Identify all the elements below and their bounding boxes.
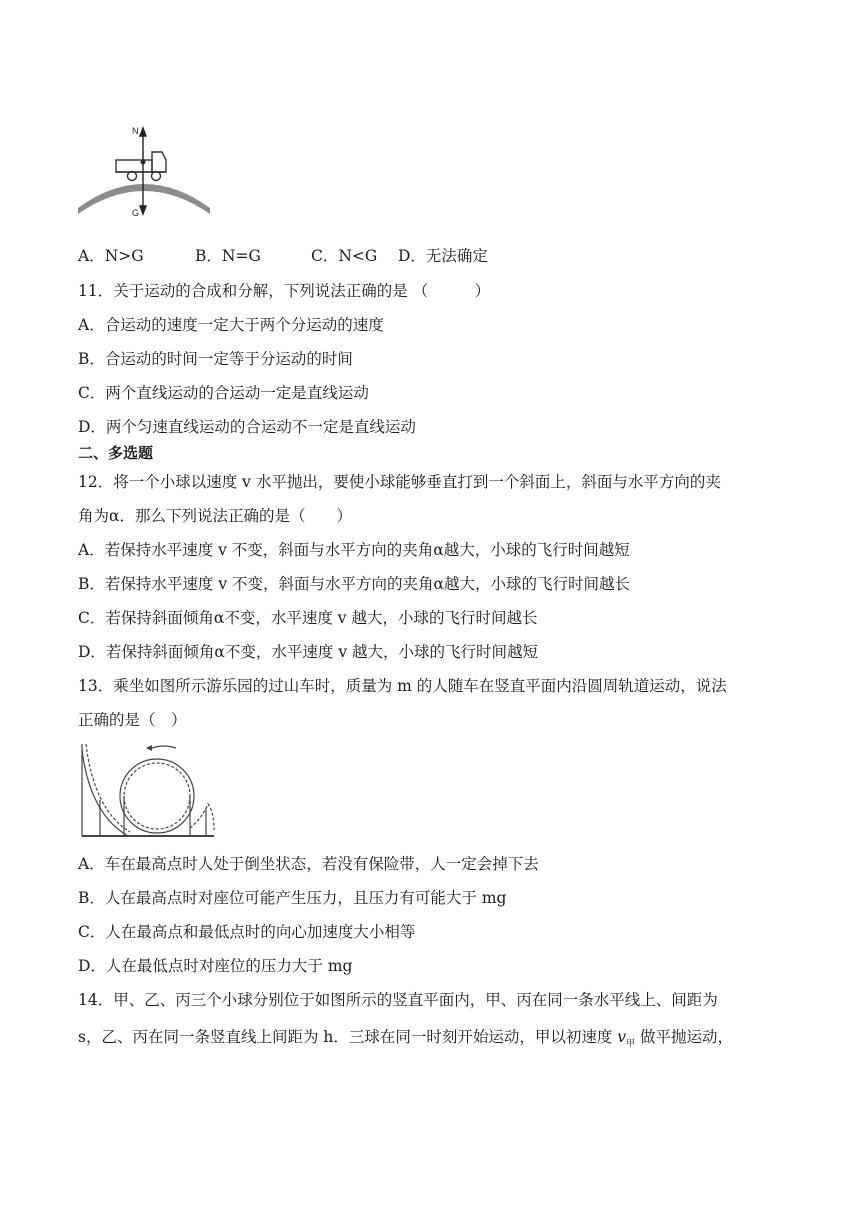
truck — [116, 152, 166, 181]
q12-option-a: A．若保持水平速度 v 不变，斜面与水平方向的夹角α越大，小球的飞行时间越短 — [78, 541, 630, 559]
q14-velocity-symbol: v — [617, 1028, 627, 1046]
descent-track-outer — [82, 750, 128, 836]
truck-on-bridge-figure — [76, 122, 212, 222]
q12-stem-line2: 角为α．那么下列说法正确的是（ ） — [78, 507, 352, 525]
q13-option-d: D．人在最低点时对座位的压力大于 mg — [78, 957, 353, 975]
loop-track — [124, 763, 190, 829]
q12-option-b: B．若保持水平速度 v 不变，斜面与水平方向的夹角α越大，小球的飞行时间越长 — [78, 575, 630, 593]
section-title: 二、多选题 — [78, 444, 154, 462]
label-g: G — [132, 208, 140, 218]
q11-option-a: A．合运动的速度一定大于两个分运动的速度 — [78, 316, 384, 334]
q10-options — [78, 246, 488, 266]
loop-track-outer — [120, 759, 194, 833]
q14-line2-tail: 做平抛运动， — [635, 1028, 734, 1046]
q11-option-d: D．两个匀速直线运动的合运动不一定是直线运动 — [78, 418, 416, 436]
q12-option-c: C．若保持斜面倾角α不变，水平速度 v 越大，小球的飞行时间越长 — [78, 609, 538, 627]
q13-option-a: A．车在最高点时人处于倒坐状态，若没有保险带，人一定会掉下去 — [78, 855, 539, 873]
q12-stem-line1: 12．将一个小球以速度 v 水平抛出，要使小球能够垂直打到一个斜面上，斜面与水平方向的夹 — [78, 473, 721, 491]
q14-line2 — [78, 1027, 733, 1054]
direction-arrow-head — [146, 745, 152, 751]
q12-option-d: D．若保持斜面倾角α不变，水平速度 v 越大，小球的飞行时间越短 — [78, 643, 539, 661]
q10-option-a: A．N>G — [78, 247, 144, 265]
q10-option-c: C．N<G — [311, 247, 378, 265]
q10-option-d: D．无法确定 — [398, 247, 488, 265]
q10-option-b: B．N=G — [195, 247, 261, 265]
direction-arrow — [152, 746, 176, 748]
force-arrows — [140, 128, 146, 214]
q11-option-b: B．合运动的时间一定等于分运动的时间 — [78, 350, 353, 368]
q13-option-c: C．人在最高点和最低点时的向心加速度大小相等 — [78, 923, 416, 941]
roller-coaster-figure — [80, 740, 216, 840]
exit-track — [190, 804, 214, 830]
q13-option-b: B．人在最高点时对座位可能产生压力，且压力有可能大于 mg — [78, 889, 507, 907]
q14-line2-text: s，乙、丙在同一条竖直线上间距为 h．三球在同一时刻开始运动，甲以初速度 — [78, 1028, 618, 1046]
q11-stem: 11．关于运动的合成和分解，下列说法正确的是 （ ） — [78, 282, 491, 300]
q13-stem-line2: 正确的是（ ） — [78, 711, 187, 729]
q13-stem-line1: 13．乘坐如图所示游乐园的过山车时，质量为 m 的人随车在竖直平面内沿圆周轨道运动，说法 — [78, 677, 727, 695]
q14-velocity-subscript: 甲 — [626, 1039, 636, 1050]
label-n: N — [132, 126, 139, 136]
q11-option-c: C．两个直线运动的合运动一定是直线运动 — [78, 384, 369, 402]
q14-line1: 14．甲、乙、丙三个小球分别位于如图所示的竖直平面内，甲、丙在同一条水平线上、间距为 — [78, 991, 718, 1009]
